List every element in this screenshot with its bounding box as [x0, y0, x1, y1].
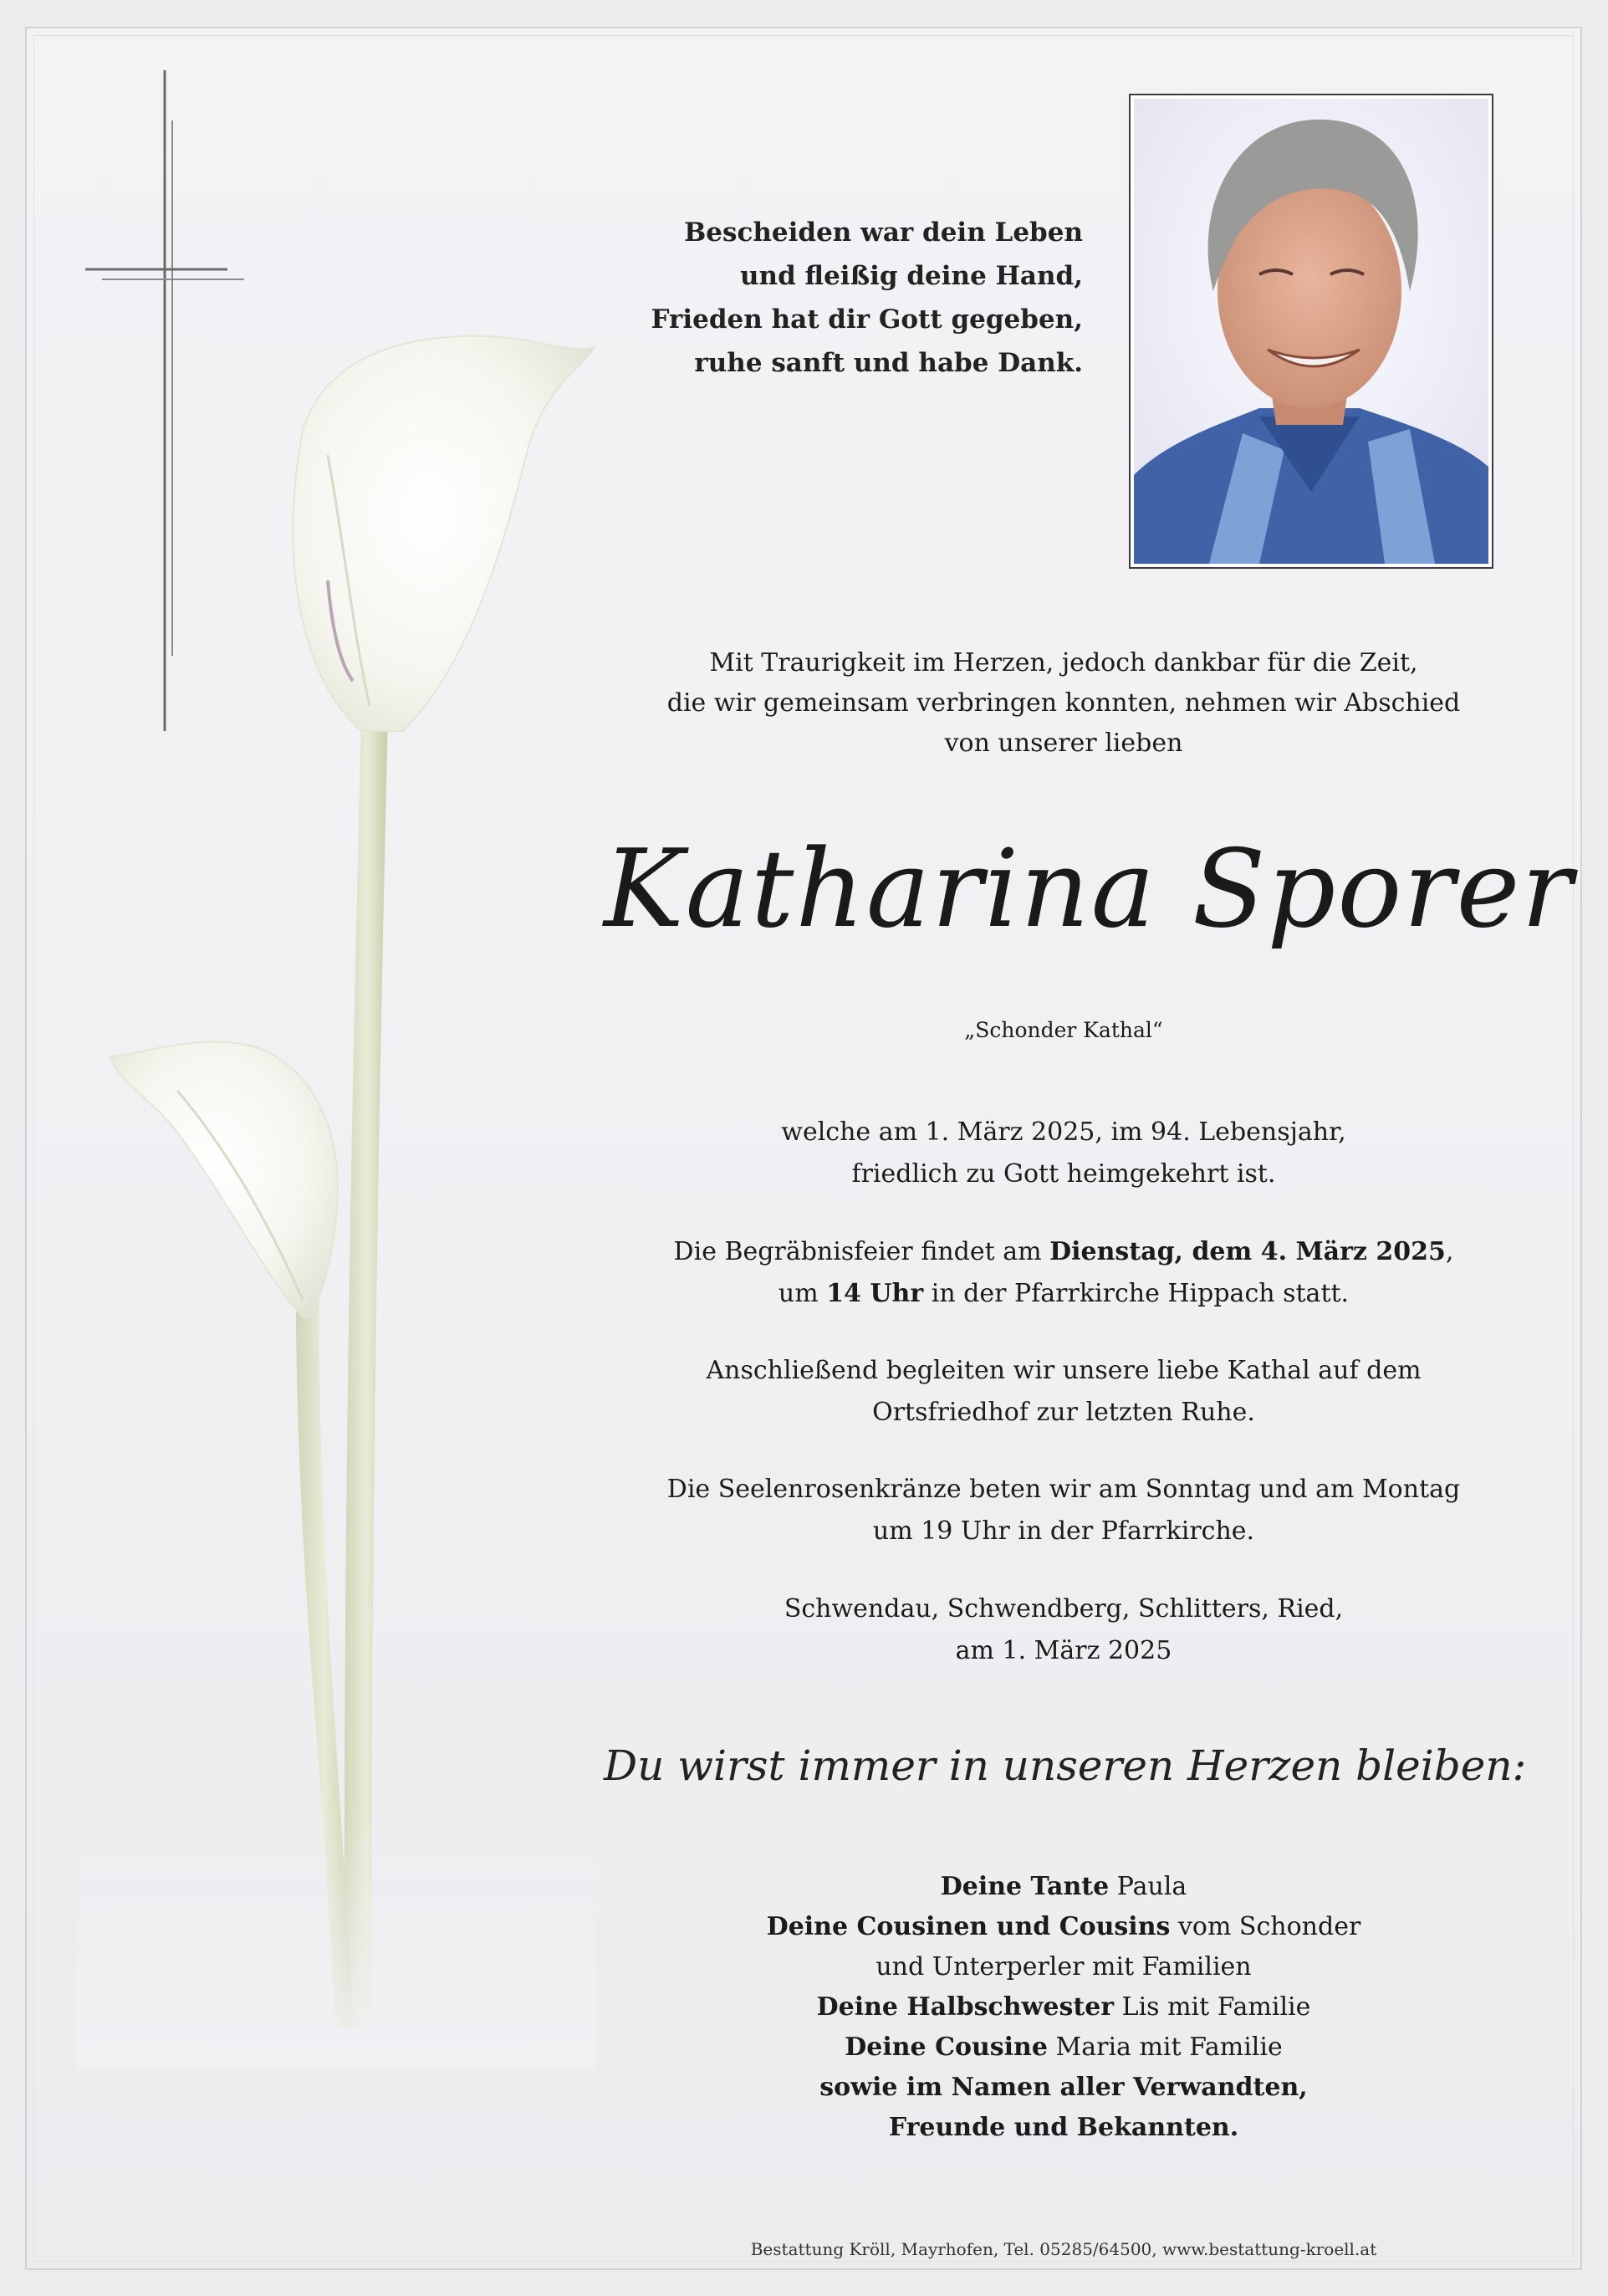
mourner-names: Lis mit Familie — [1114, 1992, 1311, 2022]
mourner-names: und Unterperler mit Familien — [875, 1952, 1252, 1982]
intro-line: die wir gemeinsam verbringen konnten, nehmen wir Abschied — [666, 688, 1461, 718]
burial-line: Ortsfriedhof zur letzten Ruhe. — [872, 1398, 1255, 1427]
mourner-relation: sowie im Namen aller Verwandten, — [819, 2073, 1308, 2102]
rosary-line: Die Seelenrosenkränze beten wir am Sonntag und am Montag — [666, 1475, 1461, 1504]
portrait-photo — [1129, 94, 1493, 569]
mourner-line — [604, 2108, 1524, 2148]
mourner-relation: Deine Halbschwester — [816, 1992, 1115, 2022]
death-notice — [604, 1112, 1524, 1195]
deceased-name: Katharina Sporer — [604, 827, 1575, 952]
intro-line: von unserer lieben — [944, 729, 1183, 758]
place-date — [604, 1588, 1524, 1672]
mourner-names: Maria mit Familie — [1047, 2033, 1283, 2062]
verse-line: Frieden hat dir Gott gegeben, — [651, 304, 1083, 335]
funeral-line — [604, 1231, 1524, 1273]
funeral-date: Dienstag, dem 4. März 2025 — [1049, 1237, 1446, 1266]
obituary-card — [25, 27, 1582, 2270]
death-line: friedlich zu Gott heimgekehrt ist. — [851, 1159, 1276, 1189]
mourner-names: Paula — [1109, 1872, 1187, 1901]
mourner-line — [604, 1907, 1524, 1947]
verse-line: Bescheiden war dein Leben — [684, 217, 1083, 248]
mourner-relation: Deine Cousinen und Cousins — [766, 1912, 1171, 1941]
burial-line: Anschließend begleiten wir unsere liebe Kathal auf dem — [706, 1356, 1422, 1385]
mourners-list — [604, 1867, 1524, 2148]
rosary-line: um 19 Uhr in der Pfarrkirche. — [872, 1516, 1255, 1546]
funeral-line — [604, 1273, 1524, 1315]
calla-lily-illustration — [77, 313, 595, 2069]
mourner-line — [604, 2028, 1524, 2068]
mourner-line — [604, 1947, 1524, 1987]
funeral-text: , — [1445, 1237, 1454, 1266]
funeral-time: 14 Uhr — [826, 1279, 924, 1308]
verse-line: ruhe sanft und habe Dank. — [694, 348, 1083, 378]
closing-line: Du wirst immer in unseren Herzen bleiben: — [604, 1741, 1527, 1790]
mourner-line — [604, 1867, 1524, 1907]
funeral-text: um — [778, 1279, 827, 1308]
mourner-line — [604, 2068, 1524, 2108]
place-line: Schwendau, Schwendberg, Schlitters, Ried, — [784, 1594, 1344, 1624]
intro-line: Mit Traurigkeit im Herzen, jedoch dankbar für die Zeit, — [709, 648, 1418, 678]
death-line: welche am 1. März 2025, im 94. Lebensjahr, — [781, 1117, 1346, 1147]
verse-line: und fleißig deine Hand, — [740, 261, 1083, 291]
mourner-relation: Deine Tante — [940, 1872, 1110, 1901]
mourner-line — [604, 1987, 1524, 2028]
funeral-info — [604, 1231, 1524, 1315]
rosary-info — [604, 1469, 1524, 1552]
nickname: „Schonder Kathal“ — [964, 1018, 1163, 1042]
intro-text — [604, 643, 1524, 764]
verse — [581, 211, 1083, 385]
mourner-names: vom Schonder — [1170, 1912, 1361, 1941]
funeral-text: in der Pfarrkirche Hippach statt. — [923, 1279, 1350, 1308]
portrait-image — [1134, 99, 1488, 564]
burial-info — [604, 1350, 1524, 1434]
place-line: am 1. März 2025 — [955, 1636, 1172, 1665]
funeral-home-footer: Bestattung Kröll, Mayrhofen, Tel. 05285/64500, www.bestattung-kroell.at — [750, 2239, 1377, 2259]
funeral-text: Die Begräbnisfeier findet am — [673, 1237, 1050, 1266]
mourner-relation: Deine Cousine — [845, 2033, 1048, 2062]
mourner-relation: Freunde und Bekannten. — [888, 2113, 1239, 2142]
